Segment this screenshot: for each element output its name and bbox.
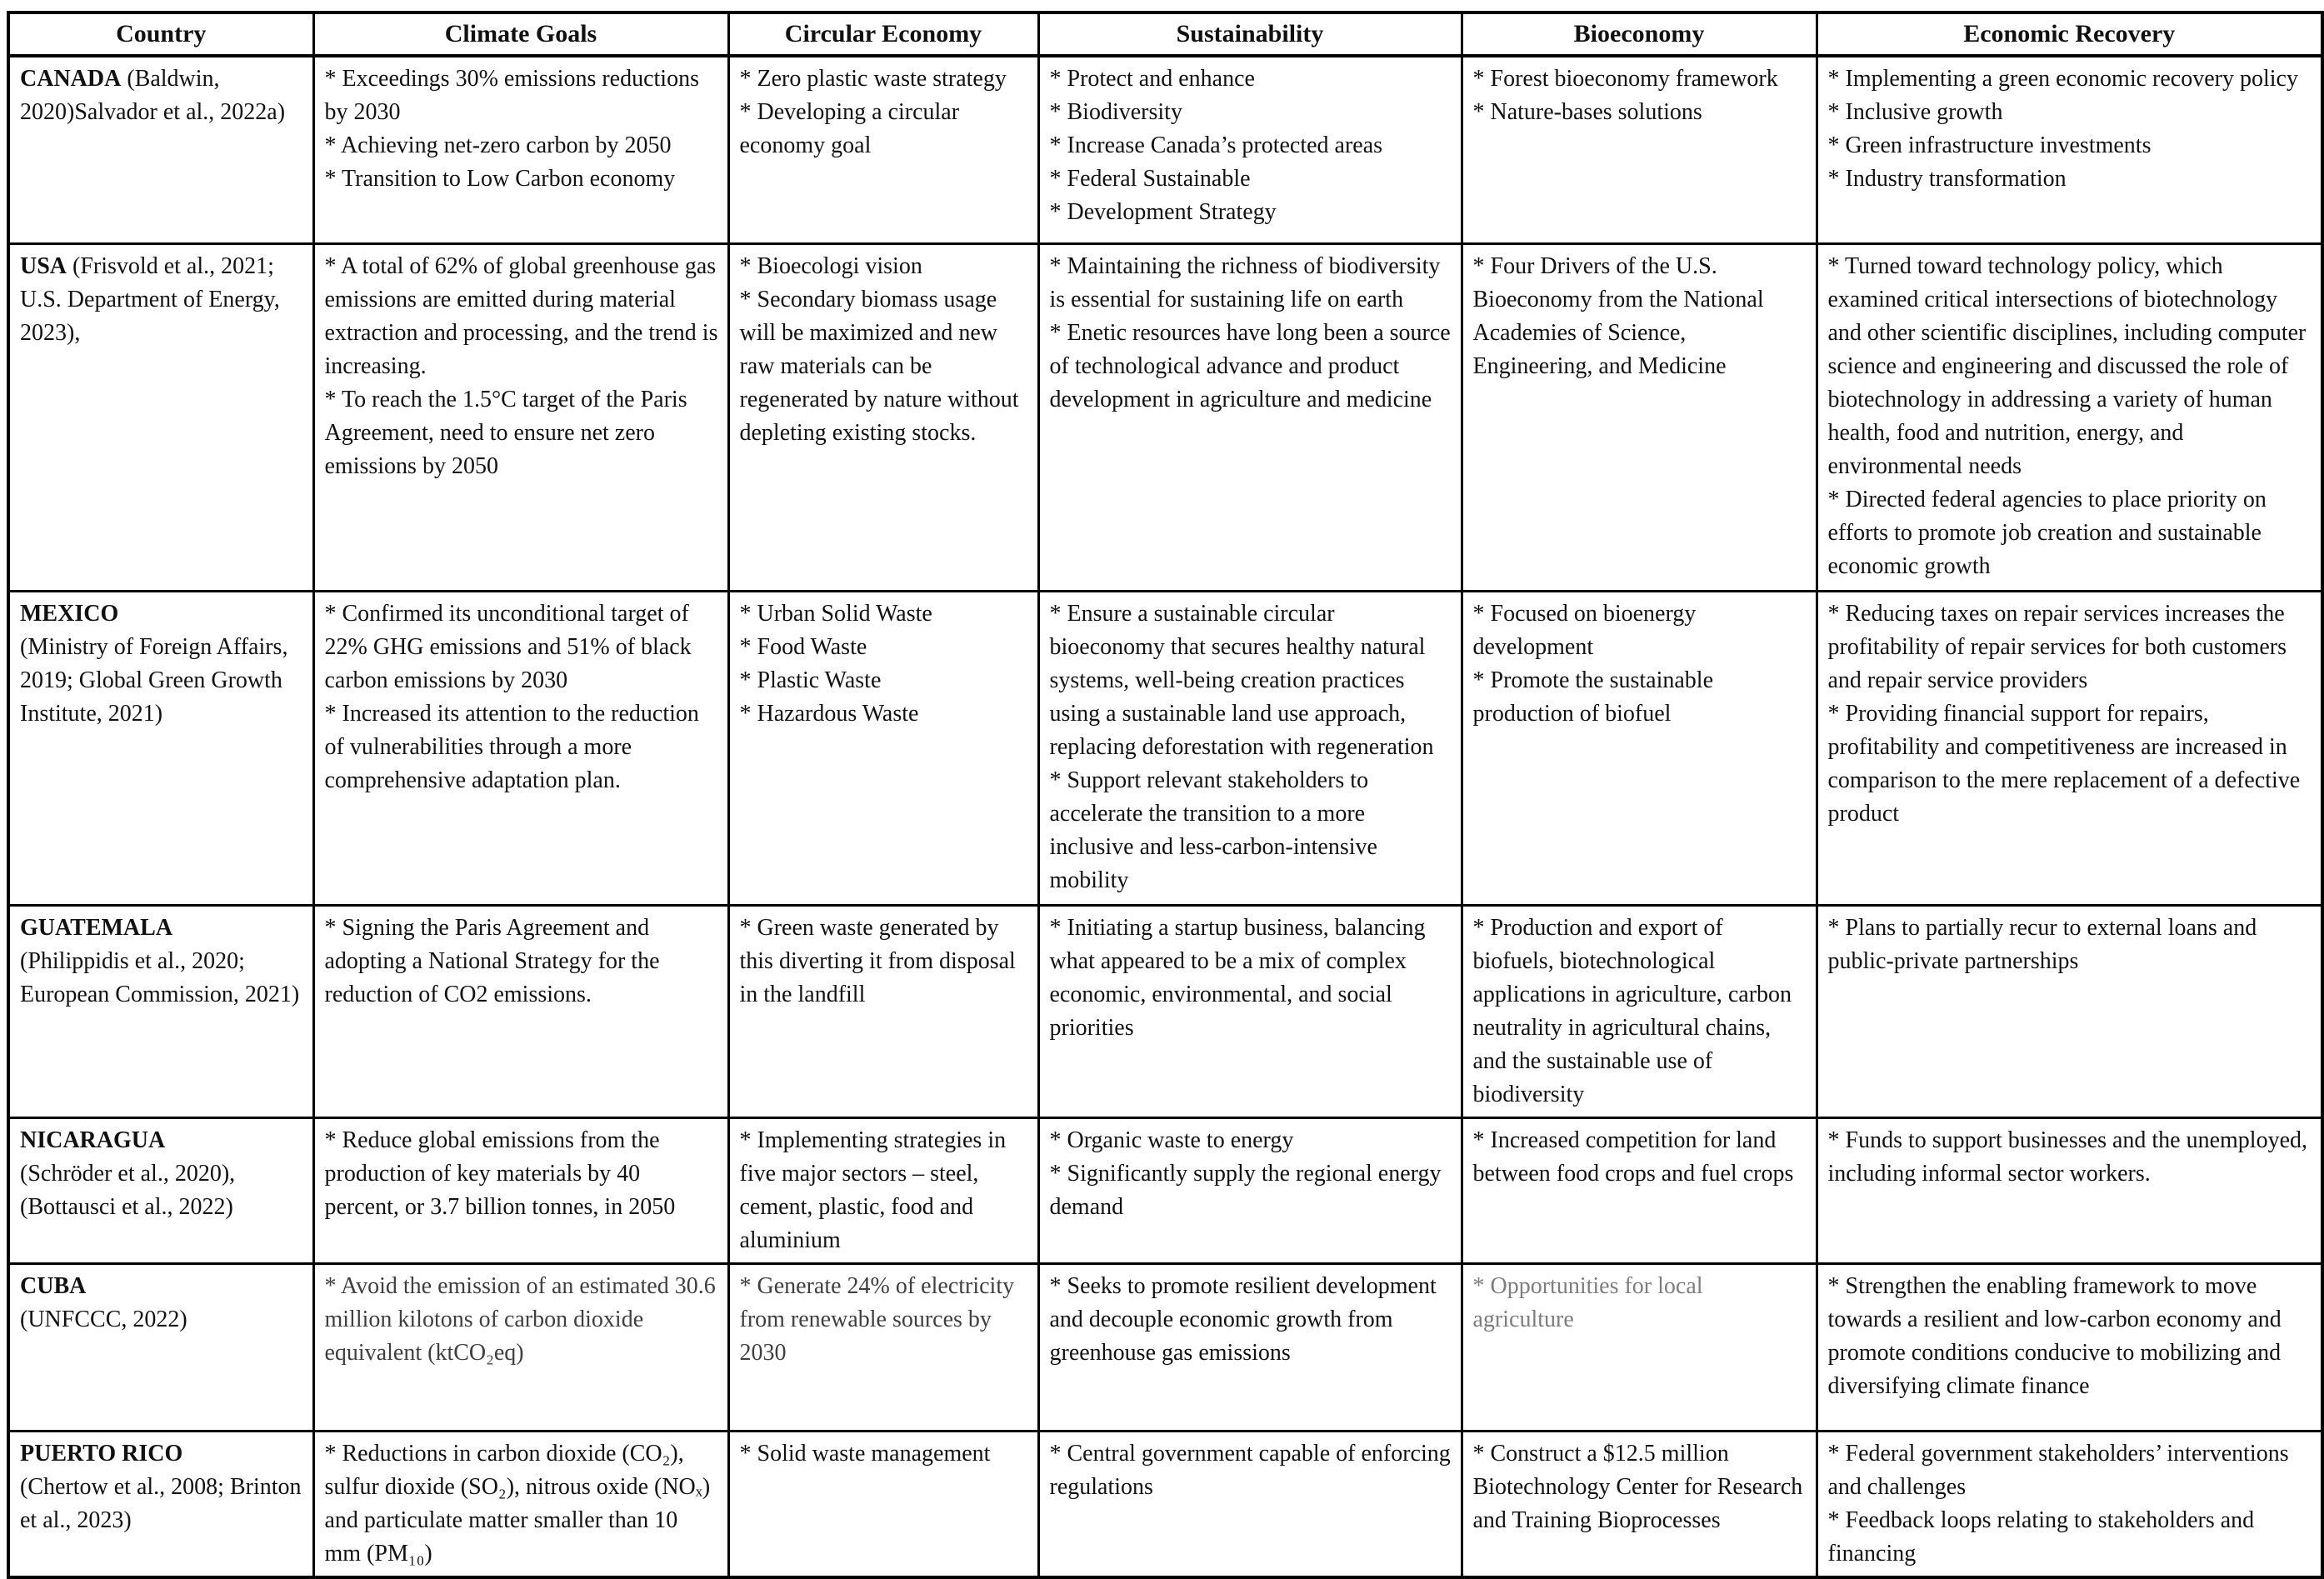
- bullet-item: * Biodiversity: [1049, 99, 1182, 126]
- circular-economy-cell: [728, 906, 1038, 1118]
- bullet-item: * Zero plastic waste strategy: [739, 66, 1007, 92]
- bullet-item: * Nature-bases solutions: [1472, 99, 1702, 126]
- bullet-item: * Implementing strategies in five major sectors – steel, cement, plastic, food and aluminium: [739, 1127, 1007, 1254]
- bullet-item: * Generate 24% of electricity from renewable sources by 2030: [739, 1273, 1015, 1367]
- circular-economy-cell: [728, 1432, 1038, 1578]
- country-cell: [8, 244, 313, 592]
- climate-goals-cell: [313, 906, 728, 1118]
- sustainability-cell: [1038, 906, 1462, 1118]
- bullet-item: * Funds to support businesses and the unemployed, including informal sector workers.: [1827, 1127, 2308, 1187]
- bullet-item: * Developing a circular economy goal: [739, 99, 960, 159]
- table-row: [8, 1432, 2322, 1578]
- bullet-item: * Four Drivers of the U.S. Bioeconomy from the National Academies of Science, Engineering, and Medicine: [1472, 253, 1764, 380]
- bullet-item: * Secondary biomass usage will be maximized and new raw materials can be regenerated by nature without depleting existing stocks.: [739, 287, 1019, 447]
- bullet-item: * Forest bioeconomy framework: [1472, 66, 1778, 92]
- economic-recovery-cell: [1817, 592, 2322, 906]
- bullet-item: * Green waste generated by this diverting it from disposal in the landfill: [739, 915, 1016, 1008]
- bullet-item: * Strengthen the enabling framework to move towards a resilient and low-carbon economy and promote conditions conducive to mobilizing and diversifying climate finance: [1827, 1273, 2282, 1400]
- bullet-item: * Enetic resources have long been a source of technological advance and product development in agriculture and medicine: [1049, 320, 1451, 413]
- bullet-item: * Federal government stakeholders’ interventions and challenges: [1827, 1441, 2289, 1501]
- bullet-item: * Initiating a startup business, balancing what appeared to be a mix of complex economic, environmental, and social priorities: [1049, 915, 1426, 1042]
- climate-goals-cell: [313, 1118, 728, 1264]
- climate-goals-cell: [313, 1264, 728, 1432]
- sustainability-cell: [1038, 1432, 1462, 1578]
- country-citation: (Schröder et al., 2020), (Bottausci et al., 2022): [20, 1161, 236, 1221]
- sustainability-cell: [1038, 592, 1462, 906]
- bullet-item: * Urban Solid Waste: [739, 601, 932, 627]
- bullet-item: * Promote the sustainable production of biofuel: [1472, 667, 1714, 727]
- country-name: USA: [20, 253, 67, 279]
- country-cell: [8, 1118, 313, 1264]
- bullet-item: * Transition to Low Carbon economy: [324, 166, 676, 192]
- bullet-item: * Food Waste: [739, 634, 867, 661]
- bullet-item: * Industry transformation: [1827, 166, 2067, 192]
- country-cell: [8, 1264, 313, 1432]
- circular-economy-cell: [728, 1118, 1038, 1264]
- economic-recovery-cell: [1817, 1264, 2322, 1432]
- bioeconomy-cell: [1462, 906, 1817, 1118]
- bullet-item: * Maintaining the richness of biodiversity is essential for sustaining life on earth: [1049, 253, 1441, 313]
- bioeconomy-cell: [1462, 244, 1817, 592]
- country-name: CANADA: [20, 66, 122, 92]
- economic-recovery-cell: [1817, 906, 2322, 1118]
- bullet-item: * Focused on bioenergy development: [1472, 601, 1697, 661]
- table-body: [8, 56, 2322, 1577]
- bullet-item: * Solid waste management: [739, 1441, 991, 1467]
- table-row: [8, 1264, 2322, 1432]
- economic-recovery-cell: [1817, 56, 2322, 244]
- sustainability-cell: [1038, 244, 1462, 592]
- country-citation: (Philippidis et al., 2020; European Commission, 2021): [20, 948, 300, 1008]
- bullet-item: * Reducing taxes on repair services increases the profitability of repair services for both customers and repair service providers: [1827, 601, 2287, 694]
- bullet-item: * Plans to partially recur to external loans and public-private partnerships: [1827, 915, 2257, 975]
- bioeconomy-cell: [1462, 1432, 1817, 1578]
- country-name: PUERTO RICO: [20, 1441, 183, 1467]
- column-header-circular-economy: Circular Economy: [728, 12, 1038, 56]
- country-name: CUBA: [20, 1273, 87, 1300]
- bullet-item: * Bioecologi vision: [739, 253, 922, 279]
- bullet-item: * Signing the Paris Agreement and adopting a National Strategy for the reduction of CO2 emissions.: [324, 915, 660, 1008]
- bullet-item: * Directed federal agencies to place priority on efforts to promote job creation and sustainable economic growth: [1827, 487, 2267, 580]
- bullet-item: * Seeks to promote resilient development and decouple economic growth from greenhouse gas emissions: [1049, 1273, 1437, 1367]
- country-name: GUATEMALA: [20, 915, 173, 941]
- bullet-item: * Implementing a green economic recovery policy: [1827, 66, 2298, 92]
- bullet-item: * Increased its attention to the reduction of vulnerabilities through a more comprehensive adaptation plan.: [324, 701, 699, 794]
- bullet-item: * Feedback loops relating to stakeholders and financing: [1827, 1507, 2255, 1567]
- bullet-item: * Ensure a sustainable circular bioeconomy that secures healthy natural systems, well-being creation practices using a sustainable land use approach, replacing deforestation with regeneration: [1049, 601, 1434, 761]
- bullet-item: * Production and export of biofuels, biotechnological applications in agriculture, carbon neutrality in agricultural chains, and the sustainable use of biodiversity: [1472, 915, 1792, 1108]
- bioeconomy-cell: [1462, 56, 1817, 244]
- bullet-item: * A total of 62% of global greenhouse gas emissions are emitted during material extraction and processing, and the trend is increasing.: [324, 253, 718, 380]
- climate-goals-cell: [313, 56, 728, 244]
- bullet-item: * Avoid the emission of an estimated 30.6 million kilotons of carbon dioxide equivalent (ktCO₂eq): [324, 1273, 716, 1367]
- bullet-item: * Increase Canada’s protected areas: [1049, 132, 1383, 159]
- bullet-item: * Confirmed its unconditional target of 22% GHG emissions and 51% of black carbon emissions by 2030: [324, 601, 692, 694]
- country-cell: [8, 592, 313, 906]
- climate-goals-cell: [313, 1432, 728, 1578]
- country-cell: [8, 906, 313, 1118]
- bullet-item: * Reduce global emissions from the production of key materials by 40 percent, or 3.7 billion tonnes, in 2050: [324, 1127, 676, 1221]
- bullet-item: * Exceedings 30% emissions reductions by 2030: [324, 66, 699, 126]
- table-row: [8, 244, 2322, 592]
- table-row: [8, 1118, 2322, 1264]
- bioeconomy-cell: [1462, 592, 1817, 906]
- bullet-item: * Federal Sustainable: [1049, 166, 1251, 192]
- bioeconomy-cell: [1462, 1264, 1817, 1432]
- circular-economy-cell: [728, 1264, 1038, 1432]
- sustainability-cell: [1038, 1264, 1462, 1432]
- bullet-item: * Turned toward technology policy, which examined critical intersections of biotechnology and other scientific disciplines, including computer science and engineering and discussed the role of biotechnology in addressing a variety of human health, food and nutrition, energy, and environmental needs: [1827, 253, 2307, 480]
- climate-goals-cell: [313, 244, 728, 592]
- country-citation: (Chertow et al., 2008; Brinton et al., 2023): [20, 1474, 302, 1534]
- column-header-sustainability: Sustainability: [1038, 12, 1462, 56]
- bullet-item: * Plastic Waste: [739, 667, 882, 694]
- bullet-item: * Organic waste to energy: [1049, 1127, 1294, 1154]
- sustainability-cell: [1038, 56, 1462, 244]
- bullet-item: * Inclusive growth: [1827, 99, 2003, 126]
- economic-recovery-cell: [1817, 1118, 2322, 1264]
- circular-economy-cell: [728, 592, 1038, 906]
- country-cell: [8, 56, 313, 244]
- column-header-country: Country: [8, 12, 313, 56]
- column-header-economic-recovery: Economic Recovery: [1817, 12, 2322, 56]
- country-name: MEXICO: [20, 601, 119, 627]
- country-citation: (Baldwin, 2020)Salvador et al., 2022a): [20, 66, 286, 126]
- country-cell: [8, 1432, 313, 1578]
- bullet-item: * Protect and enhance: [1049, 66, 1255, 92]
- bullet-item: * Development Strategy: [1049, 199, 1277, 226]
- bioeconomy-cell: [1462, 1118, 1817, 1264]
- country-citation: (UNFCCC, 2022): [20, 1307, 187, 1333]
- table-row: [8, 592, 2322, 906]
- bullet-item: * Green infrastructure investments: [1827, 132, 2152, 159]
- bullet-item: * Support relevant stakeholders to accelerate the transition to a more inclusive and less-carbon-intensive mobility: [1049, 767, 1377, 894]
- column-header-bioeconomy: Bioeconomy: [1462, 12, 1817, 56]
- country-name: NICARAGUA: [20, 1127, 166, 1154]
- country-comparison-table: [7, 11, 2324, 1579]
- bullet-item: * Hazardous Waste: [739, 701, 919, 727]
- column-header-climate-goals: Climate Goals: [313, 12, 728, 56]
- bullet-item: * To reach the 1.5°C target of the Paris Agreement, need to ensure net zero emissions by 2050: [324, 387, 687, 480]
- table-header-row: [8, 12, 2322, 56]
- economic-recovery-cell: [1817, 1432, 2322, 1578]
- climate-goals-cell: [313, 592, 728, 906]
- country-citation: (Ministry of Foreign Affairs, 2019; Global Green Growth Institute, 2021): [20, 634, 288, 727]
- bullet-item: * Construct a $12.5 million Biotechnology Center for Research and Training Bioprocesses: [1472, 1441, 1803, 1534]
- circular-economy-cell: [728, 244, 1038, 592]
- bullet-item: * Reductions in carbon dioxide (CO₂), sulfur dioxide (SO₂), nitrous oxide (NOₓ) and particulate matter smaller than 10 mm (PM₁₀): [324, 1441, 711, 1567]
- economic-recovery-cell: [1817, 244, 2322, 592]
- table-row: [8, 56, 2322, 244]
- table-row: [8, 906, 2322, 1118]
- sustainability-cell: [1038, 1118, 1462, 1264]
- bullet-item: * Central government capable of enforcing regulations: [1049, 1441, 1451, 1501]
- bullet-item: * Opportunities for local agriculture: [1472, 1273, 1703, 1333]
- country-citation: (Frisvold et al., 2021; U.S. Department of Energy, 2023),: [20, 253, 280, 347]
- bullet-item: * Achieving net-zero carbon by 2050: [324, 132, 672, 159]
- bullet-item: * Significantly supply the regional energy demand: [1049, 1161, 1442, 1221]
- bullet-item: * Increased competition for land between food crops and fuel crops: [1472, 1127, 1794, 1187]
- circular-economy-cell: [728, 56, 1038, 244]
- bullet-item: * Providing financial support for repairs, profitability and competitiveness are increased in comparison to the mere replacement of a defective product: [1827, 701, 2301, 827]
